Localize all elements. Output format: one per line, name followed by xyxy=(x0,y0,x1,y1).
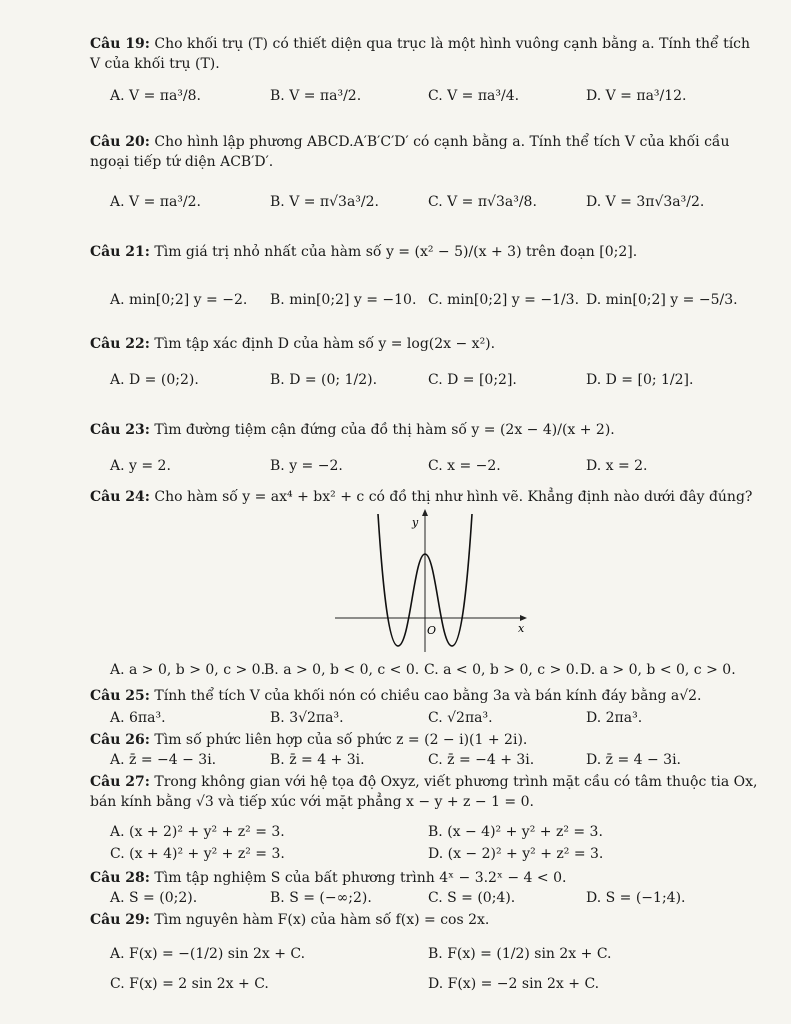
option-b[interactable]: B. (x − 4)² + y² + z² = 3. xyxy=(428,824,603,840)
question-text: Tìm số phức liên hợp của số phức z = (2 − i)(1 + 2i). xyxy=(154,732,528,748)
question-23 xyxy=(90,420,760,440)
option-a[interactable]: A. (x + 2)² + y² + z² = 3. xyxy=(110,824,285,840)
question-label: Câu 23: xyxy=(90,422,150,438)
options-row xyxy=(110,976,750,996)
option-a[interactable]: A. 6πa³. xyxy=(110,710,166,726)
option-c[interactable]: C. a < 0, b > 0, c > 0. xyxy=(424,662,580,678)
question-27 xyxy=(90,772,760,812)
option-c[interactable]: C. D = [0;2]. xyxy=(428,372,517,388)
question-label: Câu 27: xyxy=(90,774,150,790)
option-a[interactable]: A. V = πa³/8. xyxy=(110,88,201,104)
options-row xyxy=(110,662,750,682)
option-c[interactable]: C. z̄ = −4 + 3i. xyxy=(428,752,535,768)
question-label: Câu 26: xyxy=(90,732,150,748)
option-a[interactable]: A. min[0;2] y = −2. xyxy=(110,292,248,308)
option-d[interactable]: D. 2πa³. xyxy=(586,710,643,726)
option-b[interactable]: B. z̄ = 4 + 3i. xyxy=(270,752,365,768)
option-c[interactable]: C. V = π√3a³/8. xyxy=(428,194,537,210)
option-b[interactable]: B. a > 0, b < 0, c < 0. xyxy=(264,662,420,678)
option-b[interactable]: B. V = π√3a³/2. xyxy=(270,194,379,210)
question-label: Câu 29: xyxy=(90,912,150,928)
option-d[interactable]: D. V = πa³/12. xyxy=(586,88,687,104)
question-text: Tìm tập xác định D của hàm số y = log(2x − x²). xyxy=(154,336,496,352)
option-b[interactable]: B. D = (0; 1/2). xyxy=(270,372,378,388)
option-b[interactable]: B. S = (−∞;2). xyxy=(270,890,372,906)
options-row xyxy=(110,752,750,772)
options-row xyxy=(110,372,750,392)
option-c[interactable]: C. V = πa³/4. xyxy=(428,88,520,104)
question-21 xyxy=(90,242,760,262)
y-axis-label: y xyxy=(412,516,419,529)
question-label: Câu 28: xyxy=(90,870,150,886)
question-text: Cho hình lập phương ABCD.A′B′C′D′ có cạnh bằng a. Tính thể tích V của khối cầu ngoại tiếp tứ diện ACB′D′. xyxy=(90,134,730,170)
option-d[interactable]: D. D = [0; 1/2]. xyxy=(586,372,694,388)
option-a[interactable]: A. D = (0;2). xyxy=(110,372,199,388)
option-d[interactable]: D. S = (−1;4). xyxy=(586,890,686,906)
options-row xyxy=(110,458,750,478)
option-c[interactable]: C. x = −2. xyxy=(428,458,501,474)
question-20 xyxy=(90,132,760,172)
question-label: Câu 25: xyxy=(90,688,150,704)
option-b[interactable]: B. V = πa³/2. xyxy=(270,88,362,104)
options-row xyxy=(110,846,750,866)
question-text: Tìm đường tiệm cận đứng của đồ thị hàm số y = (2x − 4)/(x + 2). xyxy=(154,422,615,438)
option-c[interactable]: C. F(x) = 2 sin 2x + C. xyxy=(110,976,269,992)
option-c[interactable]: C. √2πa³. xyxy=(428,710,493,726)
question-text: Tìm tập nghiệm S của bất phương trình 4ˣ − 3.2ˣ − 4 < 0. xyxy=(154,870,567,886)
option-d[interactable]: D. V = 3π√3a³/2. xyxy=(586,194,705,210)
option-d[interactable]: D. (x − 2)² + y² + z² = 3. xyxy=(428,846,604,862)
option-d[interactable]: D. min[0;2] y = −5/3. xyxy=(586,292,738,308)
options-row xyxy=(110,292,750,312)
question-label: Câu 22: xyxy=(90,336,150,352)
question-text: Cho hàm số y = ax⁴ + bx² + c có đồ thị như hình vẽ. Khẳng định nào dưới đây đúng? xyxy=(154,489,753,505)
option-b[interactable]: B. y = −2. xyxy=(270,458,343,474)
question-26 xyxy=(90,730,760,750)
question-22 xyxy=(90,334,760,354)
options-row xyxy=(110,890,750,910)
question-28 xyxy=(90,868,760,888)
option-a[interactable]: A. a > 0, b > 0, c > 0. xyxy=(110,662,266,678)
option-a[interactable]: A. S = (0;2). xyxy=(110,890,198,906)
option-b[interactable]: B. 3√2πa³. xyxy=(270,710,344,726)
option-a[interactable]: A. y = 2. xyxy=(110,458,171,474)
option-b[interactable]: B. F(x) = (1/2) sin 2x + C. xyxy=(428,946,612,962)
question-text: Tính thể tích V của khối nón có chiều cao bằng 3a và bán kính đáy bằng a√2. xyxy=(154,688,702,704)
options-row xyxy=(110,946,750,966)
options-row xyxy=(110,88,750,108)
option-c[interactable]: C. S = (0;4). xyxy=(428,890,516,906)
question-label: Câu 21: xyxy=(90,244,150,260)
option-a[interactable]: A. z̄ = −4 − 3i. xyxy=(110,752,217,768)
question-text: Tìm nguyên hàm F(x) của hàm số f(x) = cos 2x. xyxy=(154,912,490,928)
question-label: Câu 24: xyxy=(90,489,150,505)
question-29 xyxy=(90,910,760,930)
question-label: Câu 20: xyxy=(90,134,150,150)
option-a[interactable]: A. F(x) = −(1/2) sin 2x + C. xyxy=(110,946,306,962)
x-axis-label: x xyxy=(518,622,525,635)
options-row xyxy=(110,824,750,844)
option-d[interactable]: D. z̄ = 4 − 3i. xyxy=(586,752,682,768)
question-25 xyxy=(90,686,760,706)
function-graph xyxy=(330,506,530,654)
option-c[interactable]: C. min[0;2] y = −1/3. xyxy=(428,292,580,308)
option-d[interactable]: D. x = 2. xyxy=(586,458,648,474)
question-text: Tìm giá trị nhỏ nhất của hàm số y = (x² − 5)/(x + 3) trên đoạn [0;2]. xyxy=(154,244,638,260)
x-axis-arrow xyxy=(520,615,527,621)
option-a[interactable]: A. V = πa³/2. xyxy=(110,194,201,210)
question-label: Câu 19: xyxy=(90,36,150,52)
option-d[interactable]: D. F(x) = −2 sin 2x + C. xyxy=(428,976,600,992)
origin-label: O xyxy=(427,624,437,637)
question-19 xyxy=(90,34,760,74)
options-row xyxy=(110,710,750,730)
option-c[interactable]: C. (x + 4)² + y² + z² = 3. xyxy=(110,846,285,862)
y-axis-arrow xyxy=(422,509,428,516)
option-b[interactable]: B. min[0;2] y = −10. xyxy=(270,292,417,308)
option-d[interactable]: D. a > 0, b < 0, c > 0. xyxy=(580,662,736,678)
question-24 xyxy=(90,487,760,507)
options-row xyxy=(110,194,750,214)
question-text: Trong không gian với hệ tọa độ Oxyz, viết phương trình mặt cầu có tâm thuộc tia Ox, bán kính bằng √3 và tiếp xúc với mặt phẳng x − y + z − 1 = 0. xyxy=(90,774,758,810)
question-text: Cho khối trụ (T) có thiết diện qua trục là một hình vuông cạnh bằng a. Tính thể tích V của khối trụ (T). xyxy=(90,36,751,72)
